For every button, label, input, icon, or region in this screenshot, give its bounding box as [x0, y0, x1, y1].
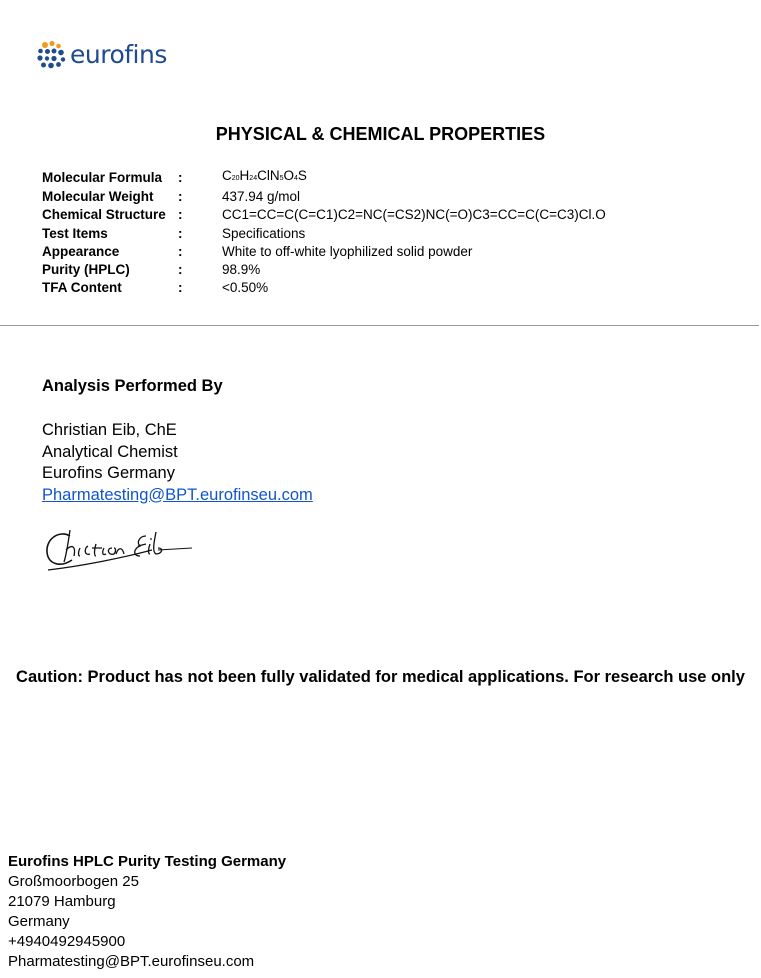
analyst-name: Christian Eib, ChE — [42, 421, 177, 439]
property-value-formula — [222, 167, 606, 188]
footer-company: Eurofins HPLC Purity Testing Germany — [8, 853, 287, 870]
eurofins-logo — [37, 40, 167, 70]
analyst-block — [42, 420, 313, 506]
property-separator: : — [178, 189, 183, 205]
analysis-heading: Analysis Performed By — [42, 377, 223, 395]
handwritten-signature — [42, 526, 202, 580]
property-value: 98.9% — [222, 262, 261, 278]
page-title: PHYSICAL & CHEMICAL PROPERTIES — [215, 124, 546, 144]
property-separator: : — [178, 225, 183, 241]
divider — [0, 325, 759, 326]
footer-city: 21079 Hamburg — [8, 893, 116, 910]
analyst-org: Eurofins Germany — [42, 464, 175, 482]
property-separator: : — [178, 280, 183, 296]
property-row — [42, 167, 606, 188]
logo-wordmark: eurofins — [70, 40, 167, 69]
property-row — [42, 261, 606, 279]
caution-notice: Caution: Product has not been fully validated for medical applications. For research use only — [16, 668, 745, 686]
property-label: Test Items — [42, 225, 108, 241]
property-label: Chemical Structure — [42, 207, 166, 223]
eurofins-logo-mark-icon — [37, 40, 67, 70]
footer-phone: +4940492945900 — [8, 933, 126, 950]
property-separator: : — [178, 243, 183, 259]
property-label: Molecular Formula — [42, 169, 163, 185]
property-value: CC1=CC=C(C=C1)C2=NC(=CS2)NC(=O)C3=CC=C(C=C3)Cl.O — [222, 207, 606, 223]
property-row — [42, 206, 606, 224]
property-label: Molecular Weight — [42, 189, 154, 205]
property-label: TFA Content — [42, 280, 122, 296]
analyst-role: Analytical Chemist — [42, 442, 178, 461]
property-label: Appearance — [42, 243, 120, 259]
property-value: 437.94 g/mol — [222, 189, 301, 205]
property-separator: : — [178, 169, 183, 185]
footer-address — [8, 852, 286, 972]
property-row — [42, 225, 606, 243]
molecular-formula: C20H24ClN5O4S — [222, 168, 307, 183]
property-separator: : — [178, 207, 183, 223]
property-value: <0.50% — [222, 280, 269, 296]
property-row — [42, 188, 606, 206]
property-row — [42, 243, 606, 261]
property-label: Purity (HPLC) — [42, 262, 130, 278]
property-separator: : — [178, 262, 183, 278]
analyst-email-link[interactable]: Pharmatesting@BPT.eurofinseu.com — [42, 485, 313, 504]
footer-email: Pharmatesting@BPT.eurofinseu.com — [8, 953, 255, 970]
property-value: White to off-white lyophilized solid powder — [222, 243, 473, 259]
property-value: Specifications — [222, 225, 306, 241]
properties-table — [42, 167, 606, 297]
footer-street: Großmoorbogen 25 — [8, 873, 139, 890]
property-row — [42, 279, 606, 297]
footer-country: Germany — [8, 913, 70, 930]
